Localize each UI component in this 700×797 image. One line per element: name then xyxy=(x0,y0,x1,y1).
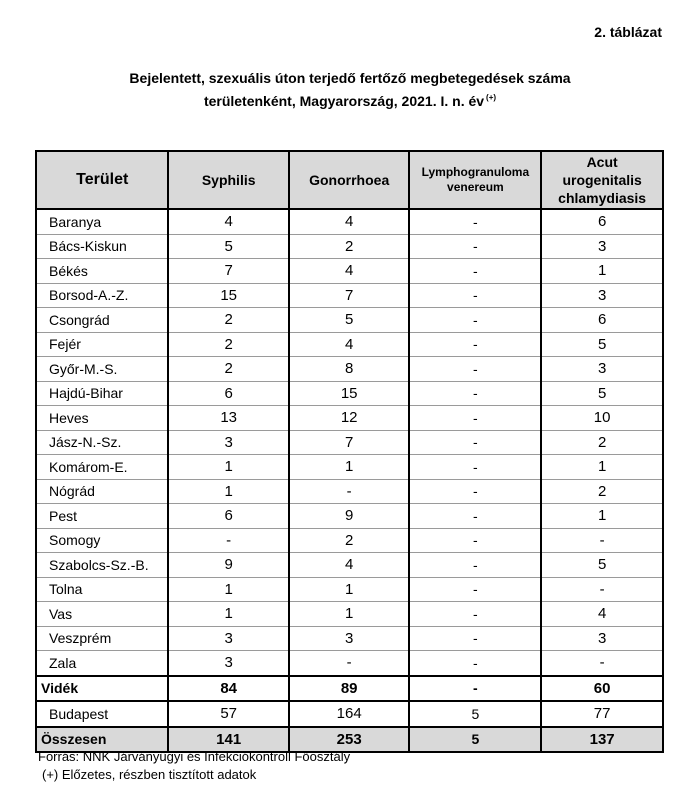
budapest-syphilis: 57 xyxy=(168,701,288,727)
county-name: Békés xyxy=(36,259,168,284)
gonorrhoea-cell: 12 xyxy=(289,406,410,431)
osszesen-lgv: 5 xyxy=(409,727,541,753)
syphilis-cell: 3 xyxy=(168,430,288,455)
gonorrhoea-cell: 9 xyxy=(289,504,410,529)
table-row xyxy=(36,332,663,357)
acut-cell: 1 xyxy=(541,455,663,480)
county-name: Veszprém xyxy=(36,626,168,651)
header-terulet: Terület xyxy=(36,151,168,209)
gonorrhoea-cell: 3 xyxy=(289,626,410,651)
acut-cell: 1 xyxy=(541,504,663,529)
gonorrhoea-cell: 4 xyxy=(289,259,410,284)
table-row xyxy=(36,455,663,480)
table-row xyxy=(36,479,663,504)
header-gonorrhoea: Gonorrhoea xyxy=(289,151,410,209)
header-row xyxy=(36,151,663,209)
gonorrhoea-cell: 2 xyxy=(289,234,410,259)
videk-name: Vidék xyxy=(36,676,168,702)
acut-cell: 2 xyxy=(541,430,663,455)
gonorrhoea-cell: 1 xyxy=(289,602,410,627)
videk-gonorrhoea: 89 xyxy=(289,676,410,702)
acut-cell: 6 xyxy=(541,308,663,333)
title-line-1: Bejelentett, szexuális úton terjedő fertőző megbetegedések száma xyxy=(129,70,571,86)
acut-cell: - xyxy=(541,651,663,676)
lgv-cell: - xyxy=(409,332,541,357)
county-name: Komárom-E. xyxy=(36,455,168,480)
county-name: Fejér xyxy=(36,332,168,357)
acut-cell: 5 xyxy=(541,553,663,578)
county-name: Jász-N.-Sz. xyxy=(36,430,168,455)
title-line-2-text: területenként, Magyarország, 2021. I. n. év xyxy=(203,93,485,109)
syphilis-cell: 2 xyxy=(168,357,288,382)
lgv-cell: - xyxy=(409,381,541,406)
syphilis-cell: 1 xyxy=(168,455,288,480)
title-line-2 xyxy=(0,88,700,111)
table-footer xyxy=(38,748,350,784)
osszesen-syphilis: 141 xyxy=(168,727,288,753)
acut-cell: 5 xyxy=(541,332,663,357)
acut-cell: 6 xyxy=(541,209,663,234)
table-row xyxy=(36,553,663,578)
header-syphilis: Syphilis xyxy=(168,151,288,209)
syphilis-cell: 1 xyxy=(168,479,288,504)
syphilis-cell: 4 xyxy=(168,209,288,234)
lgv-cell: - xyxy=(409,209,541,234)
osszesen-acut: 137 xyxy=(541,727,663,753)
county-name: Csongrád xyxy=(36,308,168,333)
header-acut-line3: chlamydiasis xyxy=(558,190,647,206)
syphilis-cell: 3 xyxy=(168,651,288,676)
lgv-cell: - xyxy=(409,528,541,553)
lgv-cell: - xyxy=(409,602,541,627)
lgv-cell: - xyxy=(409,430,541,455)
header-acut-line2: urogenitalis xyxy=(562,172,642,188)
gonorrhoea-cell: - xyxy=(289,651,410,676)
acut-cell: 3 xyxy=(541,234,663,259)
syphilis-cell: 6 xyxy=(168,504,288,529)
county-name: Heves xyxy=(36,406,168,431)
gonorrhoea-cell: 15 xyxy=(289,381,410,406)
syphilis-cell: 2 xyxy=(168,308,288,333)
lgv-cell: - xyxy=(409,455,541,480)
county-name: Hajdú-Bihar xyxy=(36,381,168,406)
table-row xyxy=(36,209,663,234)
table-row xyxy=(36,430,663,455)
county-name: Nógrád xyxy=(36,479,168,504)
disease-table xyxy=(35,150,664,753)
syphilis-cell: 7 xyxy=(168,259,288,284)
gonorrhoea-cell: 4 xyxy=(289,209,410,234)
table-row xyxy=(36,406,663,431)
county-name: Szabolcs-Sz.-B. xyxy=(36,553,168,578)
table-row xyxy=(36,308,663,333)
county-name: Vas xyxy=(36,602,168,627)
header-acut-chlamydiasis xyxy=(541,151,663,209)
budapest-acut: 77 xyxy=(541,701,663,727)
table-row xyxy=(36,283,663,308)
gonorrhoea-cell: 4 xyxy=(289,553,410,578)
table-row xyxy=(36,528,663,553)
county-name: Baranya xyxy=(36,209,168,234)
budapest-lgv: 5 xyxy=(409,701,541,727)
county-name: Tolna xyxy=(36,577,168,602)
header-lymphogranuloma xyxy=(409,151,541,209)
table-row xyxy=(36,504,663,529)
gonorrhoea-cell: 4 xyxy=(289,332,410,357)
table-row xyxy=(36,357,663,382)
table-row xyxy=(36,259,663,284)
budapest-name: Budapest xyxy=(36,701,168,727)
table-row xyxy=(36,602,663,627)
table-number-label: 2. táblázat xyxy=(594,24,662,40)
header-acut-line1: Acut xyxy=(586,154,618,170)
syphilis-cell: - xyxy=(168,528,288,553)
source-note: Forrás: NNK Járványügyi és Infekciókontroll Főosztály xyxy=(38,749,351,764)
lgv-cell: - xyxy=(409,651,541,676)
acut-cell: 4 xyxy=(541,602,663,627)
gonorrhoea-cell: 1 xyxy=(289,455,410,480)
county-name: Bács-Kiskun xyxy=(36,234,168,259)
lgv-cell: - xyxy=(409,626,541,651)
lgv-cell: - xyxy=(409,504,541,529)
table-row xyxy=(36,381,663,406)
syphilis-cell: 5 xyxy=(168,234,288,259)
budapest-gonorrhoea: 164 xyxy=(289,701,410,727)
acut-cell: - xyxy=(541,577,663,602)
lgv-cell: - xyxy=(409,553,541,578)
lgv-cell: - xyxy=(409,283,541,308)
county-name: Borsod-A.-Z. xyxy=(36,283,168,308)
osszesen-name: Összesen xyxy=(36,727,168,753)
syphilis-cell: 1 xyxy=(168,602,288,627)
syphilis-cell: 9 xyxy=(168,553,288,578)
acut-cell: 5 xyxy=(541,381,663,406)
gonorrhoea-cell: 2 xyxy=(289,528,410,553)
gonorrhoea-cell: 7 xyxy=(289,283,410,308)
videk-lgv: - xyxy=(409,676,541,702)
acut-cell: 2 xyxy=(541,479,663,504)
lgv-cell: - xyxy=(409,234,541,259)
table-title xyxy=(0,68,700,111)
preliminary-note: (+) Előzetes, részben tisztított adatok xyxy=(42,767,257,782)
acut-cell: 10 xyxy=(541,406,663,431)
syphilis-cell: 1 xyxy=(168,577,288,602)
syphilis-cell: 13 xyxy=(168,406,288,431)
lgv-cell: - xyxy=(409,406,541,431)
syphilis-cell: 3 xyxy=(168,626,288,651)
table-row xyxy=(36,651,663,676)
acut-cell: - xyxy=(541,528,663,553)
gonorrhoea-cell: 7 xyxy=(289,430,410,455)
header-lgv-line1: Lymphogranuloma xyxy=(421,165,530,179)
lgv-cell: - xyxy=(409,308,541,333)
videk-row xyxy=(36,676,663,702)
table-row xyxy=(36,577,663,602)
gonorrhoea-cell: 1 xyxy=(289,577,410,602)
preliminary-mark: (+) xyxy=(486,93,497,102)
gonorrhoea-cell: 5 xyxy=(289,308,410,333)
acut-cell: 3 xyxy=(541,626,663,651)
syphilis-cell: 6 xyxy=(168,381,288,406)
lgv-cell: - xyxy=(409,479,541,504)
table-row xyxy=(36,234,663,259)
lgv-cell: - xyxy=(409,357,541,382)
gonorrhoea-cell: - xyxy=(289,479,410,504)
table-row xyxy=(36,626,663,651)
osszesen-gonorrhoea: 253 xyxy=(289,727,410,753)
acut-cell: 3 xyxy=(541,283,663,308)
county-name: Pest xyxy=(36,504,168,529)
syphilis-cell: 15 xyxy=(168,283,288,308)
county-name: Győr-M.-S. xyxy=(36,357,168,382)
videk-acut: 60 xyxy=(541,676,663,702)
syphilis-cell: 2 xyxy=(168,332,288,357)
lgv-cell: - xyxy=(409,259,541,284)
lgv-cell: - xyxy=(409,577,541,602)
header-lgv-line2: venereum xyxy=(447,180,504,194)
budapest-row xyxy=(36,701,663,727)
county-name: Zala xyxy=(36,651,168,676)
acut-cell: 1 xyxy=(541,259,663,284)
videk-syphilis: 84 xyxy=(168,676,288,702)
county-name: Somogy xyxy=(36,528,168,553)
acut-cell: 3 xyxy=(541,357,663,382)
gonorrhoea-cell: 8 xyxy=(289,357,410,382)
